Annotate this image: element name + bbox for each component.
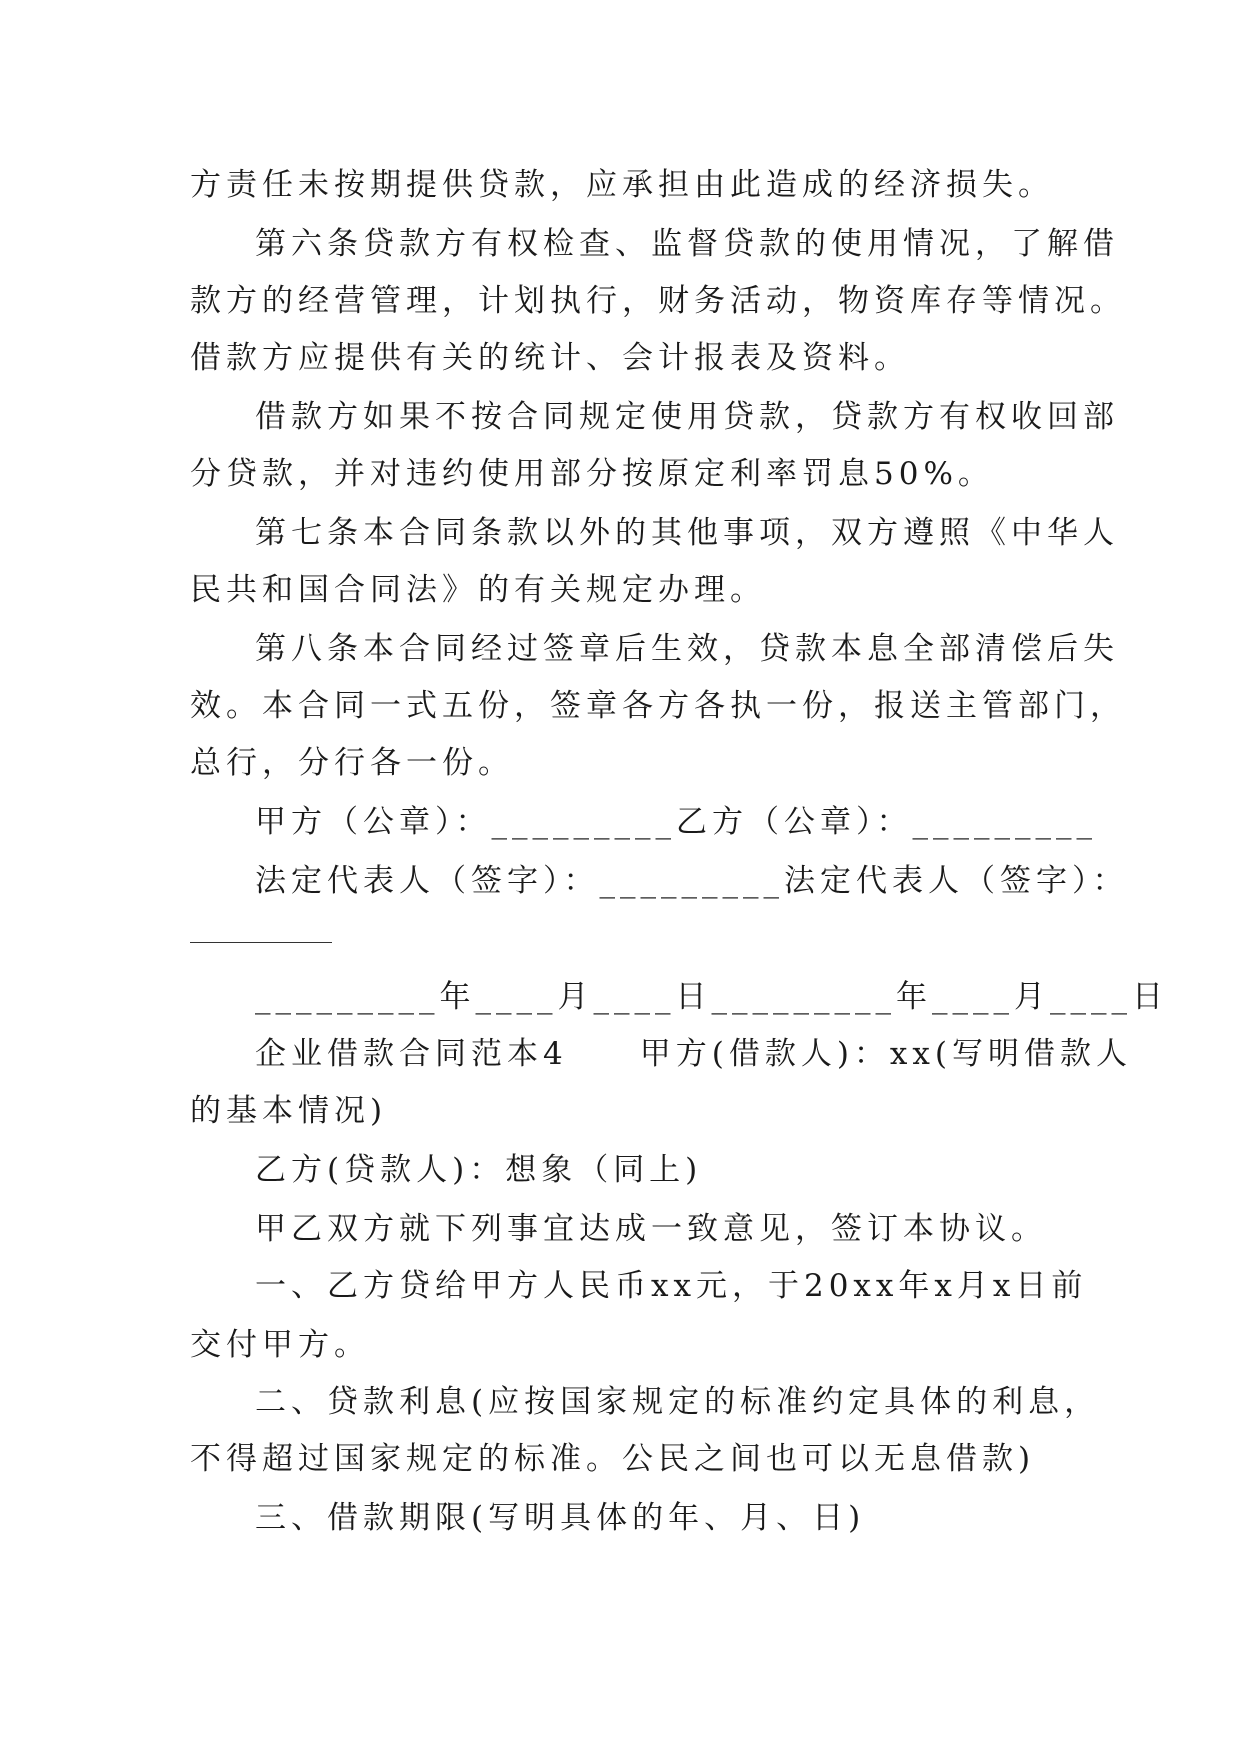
paragraph-line: 不得超过国家规定的标准。公民之间也可以无息借款) <box>190 1441 1036 1477</box>
paragraph-line: 借款方应提供有关的统计、会计报表及资料。 <box>190 340 910 376</box>
date-line: _________年____月____日_________年____月____日 <box>255 979 1168 1015</box>
paragraph-line: 方责任未按期提供贷款，应承担由此造成的经济损失。 <box>190 167 1054 203</box>
paragraph-line: 交付甲方。 <box>190 1327 370 1363</box>
paragraph-line: 甲乙双方就下列事宜达成一致意见，签订本协议。 <box>255 1211 1047 1247</box>
paragraph-line: 企业借款合同范本4 甲方(借款人)：xx(写明借款人 <box>255 1036 1132 1072</box>
signature-line-representative: 法定代表人（签字）：_________法定代表人（签字）： <box>255 863 1129 899</box>
paragraph-line: 乙方(贷款人)：想象（同上) <box>255 1152 703 1188</box>
paragraph-line: 第七条本合同条款以外的其他事项，双方遵照《中华人 <box>255 515 1119 551</box>
paragraph-line: 第六条贷款方有权检查、监督贷款的使用情况，了解借 <box>255 226 1119 262</box>
paragraph-line: 款方的经营管理，计划执行，财务活动，物资库存等情况。 <box>190 283 1126 319</box>
signature-blank-underline <box>190 942 332 943</box>
paragraph-line: 民共和国合同法》的有关规定办理。 <box>190 572 766 608</box>
paragraph-line: 一、乙方贷给甲方人民币xx元，于20xx年x月x日前 <box>255 1268 1088 1304</box>
signature-line-seal: 甲方（公章）：_________乙方（公章）：_________ <box>255 804 1097 840</box>
paragraph-line: 的基本情况) <box>190 1093 388 1129</box>
paragraph-line: 效。本合同一式五份，签章各方各执一份，报送主管部门， <box>190 688 1126 724</box>
paragraph-line: 借款方如果不按合同规定使用贷款，贷款方有权收回部 <box>255 399 1119 435</box>
paragraph-line: 总行，分行各一份。 <box>190 745 514 781</box>
paragraph-line: 分贷款，并对违约使用部分按原定利率罚息50%。 <box>190 456 994 492</box>
paragraph-line: 第八条本合同经过签章后生效，贷款本息全部清偿后失 <box>255 631 1119 667</box>
paragraph-line: 二、贷款利息(应按国家规定的标准约定具体的利息， <box>255 1384 1101 1420</box>
paragraph-line: 三、借款期限(写明具体的年、月、日) <box>255 1500 866 1536</box>
